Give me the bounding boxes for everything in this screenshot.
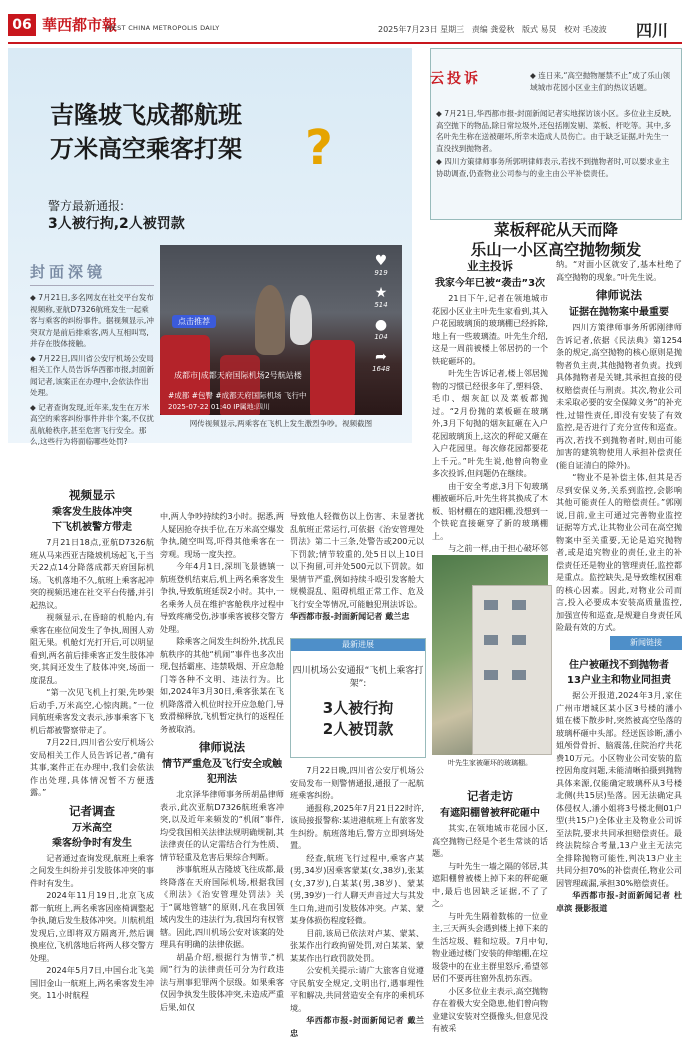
subhead-line: 住户被砸找不到抛物者 bbox=[569, 660, 669, 671]
paragraph: 通报称,2025年7月21日22时许,该局接报警称:某进港航班上有旅客发生纠纷。航班落地后,警方立即到场处置。 bbox=[290, 802, 424, 850]
recommend-tag[interactable]: 点击推荐 bbox=[172, 315, 216, 328]
paragraph: 今年4月1日,深圳飞景德镇一航班登机结束后,机上两名乘客发生争执,导致航班延误2小时。其中,一名乘务人员在维护客舱秩序过程中导致疼痛受伤,涉事乘客被移交警方处理。 bbox=[160, 561, 284, 634]
share-count: 1648 bbox=[372, 365, 390, 373]
paragraph: 除乘客之间发生纠纷外,扰乱民航秩序的其他“机闹”事件也多次出现,包括霸座、违禁吸烟、开应急舱门等各种不文明、违法行为。比如,2024年3月30日,乘客张某在飞机降落滑入机位时拉开应急舱门,导致滑梯释放,飞机暂定执行的返程任务被取消。 bbox=[160, 636, 284, 734]
latest-headline-line2: 3人被行拘 bbox=[322, 699, 394, 717]
cabin-photo bbox=[160, 245, 402, 415]
right-headline-line2: 乐山一小区高空抛物频发 bbox=[470, 240, 642, 259]
paragraph: 7月21日18点,亚航D7326航班从马来西亚吉隆坡机场起飞,于当天22点14分降落成都天府国际机场。飞机落地不久,航班上乘客起冲突的视频迅速在社交平台传播,并引起热议。 bbox=[30, 537, 154, 610]
editor: 责编 龚爱秋 bbox=[471, 25, 515, 34]
paragraph: 涉事航班从吉隆坡飞往成都,最终降落在天府国际机场,根据我国《刑法》《治安管理处罚法》关于“属地管辖”的原则,凡在我国领域内发生的违法行为,我国均有权管辖。因此,四川机场公安对该案的处理具有明确的法律依据。 bbox=[160, 864, 284, 949]
subhead: 记者走访 bbox=[467, 789, 513, 803]
paragraph: 7月22日晚,四川省公安厅机场公安局发布一则警情通报,通报了一起航班乘客纠纷。 bbox=[290, 765, 424, 800]
subhead-line: 我家今年已被“袭击”3次 bbox=[434, 278, 546, 289]
police-result: 3人被行拘,2人被罚款 bbox=[48, 216, 185, 232]
like-icon[interactable]: ♥ 919 bbox=[374, 253, 388, 277]
paragraph: 北京泽华律师事务所胡晶律师表示,此次亚航D7326航班乘客冲突,以及近年来频发的“机闹”事件,均受我国相关法律法规明确规制,其法律责任的认定需结合行为性质、情节轻重及危害后果综合判断。 bbox=[160, 789, 284, 862]
subhead-line: 乘客发生肢体冲突 bbox=[52, 507, 132, 518]
paragraph: 纳。“对面小区就安了,基本杜绝了高空抛物的现象。”叶先生说。 bbox=[556, 259, 682, 282]
subhead-line: 乘客纷争时有发生 bbox=[52, 837, 132, 849]
brand-english: WEST CHINA METROPOLIS DAILY bbox=[106, 24, 220, 32]
paragraph: “第一次见飞机上打架,先吵架后动手,万米高空,心惊肉跳。”一位同航班乘客发文表示,涉事乘客下飞机后都被警察带走了。 bbox=[30, 687, 154, 735]
paragraph: 由于安全考虑,3月下旬玻璃棚被砸坏后,叶先生将其换成了木板、铝材棚在的遮阳棚,没想到一个铁砣直接砸穿了新的玻璃棚上。 bbox=[432, 480, 548, 541]
latest-headline-line3: 2人被罚款 bbox=[322, 720, 394, 738]
date: 2025年7月23日 星期三 bbox=[378, 25, 465, 34]
lead-headline bbox=[50, 98, 242, 166]
complaint-bullet-1 bbox=[530, 70, 676, 93]
paragraph: 四川方策律师事务所郭刚律师告诉记者,依据《民法典》第1254条的规定,高空抛物的核心原则是抛物者负主责,其他抛物者负责。找到具体抛物者是关键,其承担直接的侵权赔偿责任与刑责。其次,物业公司未采取必要的安全保障义务”的补充性,过错性责任,即没有安装了有效监控,是否进行了充分宣传和巡查。再次,若找不到抛物者时,则由可能加害的建筑物使用人承担补偿责任(能自证清白的除外)。 bbox=[556, 322, 682, 470]
section-label: 四川 bbox=[636, 21, 669, 40]
subhead: 业主投诉 bbox=[467, 259, 513, 273]
masthead bbox=[0, 0, 690, 44]
paragraph: 叶先生告诉记者,楼上邻居抛物的习惯已经很多年了,塑料袋、毛巾、烟灰缸以及菜板都抛过。“2月份抛的菜板砸在玻璃外,3月下旬抛的烟灰缸砸在入户花园玻璃顶上,这次的秤砣又砸在入户花园里。每次修花园都要花上千元。”叶先生说,他曾向物业多次投诉,但问题仍在继续。 bbox=[432, 368, 548, 478]
subhead: 律师说法 bbox=[596, 288, 642, 302]
latest-box bbox=[290, 638, 426, 758]
paragraph: 2024年5月7日,中国台北飞美国旧金山一航班上,两名乘客发生冲突。11小时航程 bbox=[30, 965, 154, 1000]
photo-caption: 网传视频显示,两乘客在飞机上发生激烈争吵。视频截图 bbox=[189, 419, 373, 428]
question-mark-icon: ? bbox=[305, 120, 333, 176]
right-column-a bbox=[432, 258, 548, 554]
design: 版式 易炅 bbox=[522, 25, 557, 34]
paragraph: 7月22日,四川省公安厅机场公安局相关工作人员告诉记者,“确有其事,案件正在办理中,我们会依法作出处理,具体情况暂不方便透露。” bbox=[30, 737, 154, 797]
byline: 华西都市报-封面新闻记者 戴兰忠 bbox=[290, 611, 410, 621]
subhead-line: 证据在抛物案中最重要 bbox=[569, 307, 669, 318]
favorite-count: 514 bbox=[374, 301, 388, 309]
paragraph: “物业不是补偿主体,但其是否尽到安保义务,关系到监控,会影响其他可能责任人的赔偿责任。”郭刚说,目前,业主可通过完善物业监控证据等方式,让其物业公司在高空抛物案中至关重要,无论是追究抛物者,或是追究物业的责任,业主的补偿责任还是物业的管理责任,监控都是重点。监控缺失,是导致维权困难的核心因素。因此,对物业公司而言,投入必要成本安装高质量监控,加强宣传和巡查,是规避自身责任风险最有效的方式。 bbox=[556, 472, 682, 632]
lead-headline-line1: 吉隆坡飞成都航班 bbox=[50, 100, 242, 129]
cover-bullet: ◆ 7月22日,四川省公安厅机场公安局相关工作人员告诉华西都市报,封面新闻记者,该案正在办理中,会依法作出处理。 bbox=[30, 353, 154, 397]
paragraph: 公安机关提示:请广大旅客自觉遵守民航安全规定,文明出行,遇事理性平和解决,共同营造安全有序的乘机环境。 bbox=[290, 965, 424, 1013]
byline: 华西都市报-封面新闻记者 戴兰忠 bbox=[290, 1015, 424, 1038]
paragraph: 经查,航班飞行过程中,乘客卢某(男,34岁)因乘客蒙某(女,38岁),张某(女,37岁),白某某(男,38岁)、蒙某(男,39岁)一行人聊天声音过大与其发生口角,进而引发肢体冲突。卢某、蒙某身体损伤程度轻微。 bbox=[290, 852, 424, 925]
paragraph: 2024年11月19日,北京飞成都一航班上,两名乘客因座椅调整起争执,随后发生肢体冲突。川航机组发现后,立即将双方隔离开,然后调换座位,飞机落地后将两人移交警方处理。 bbox=[30, 890, 154, 963]
column-2 bbox=[160, 510, 284, 1043]
news-link-label: 新闻链接 bbox=[610, 636, 682, 650]
header-meta bbox=[378, 24, 607, 35]
subhead: 记者调查 bbox=[69, 803, 115, 818]
like-count: 919 bbox=[374, 269, 388, 277]
header-rule bbox=[8, 42, 682, 44]
paragraph: 与叶先生隔着数栋的一位业主,三天两头会遇到楼上掉下来的生活垃圾、鞋和垃圾。7月中旬,物业通过楼门安装的伸缩棚,在垃圾袋中的在业主群里怒斥,希望邻居们不要再往窗外乱扔东西。 bbox=[432, 910, 548, 983]
paragraph: 胡晶介绍,根据行为情节,“机闹”行为的法律责任可分为行政违法与刑事犯罪两个层级。如果乘客仅因争执发生肢体冲突,未造成严重后果,如仅 bbox=[160, 951, 284, 1012]
latest-headline: 四川机场公安通报“飞机上乘客打架”: bbox=[292, 666, 424, 689]
paragraph: 据公开报道,2024年3月,家住广州市增城区某小区3号楼的潘小姐在楼下散步时,突然被高空坠落的玻璃杯砸中头部。经送医诊断,潘小姐颅骨骨折、脑震荡,住院治疗共花费10万元。小区物业公司安装的监控因角度问题,未能清晰拍摄到抛物具体来源,仅能确定玻璃杯从3号楼北侧(共15层)坠落。因无法确定具体侵权人,潘小姐将3号楼北侧01户型(共15户)全体业主及物业公司诉至法院,要求共同承担赔偿责任。最终法院综合考量,13户业主无法完全排除抛物可能性,判决13户业主共同分担70%的补偿责任,物业公司因管理疏漏,承担30%赔偿责任。 bbox=[556, 690, 682, 888]
share-icon[interactable]: ➦ 1648 bbox=[372, 349, 390, 373]
paragraph: 导致他人轻微伤以上伤害、未显著扰乱航班正常运行,可依据《治安管理处罚法》第二十三条,处警告或200元以下罚款;情节较重的,处5日以上10日以下拘留,可并处500元以下罚款。如果情节严重,例如持续斗殴引发客舱大规模混乱、阻碍机组正常工作、危及飞行安全等情况,可能触犯刑法诉讼。 bbox=[290, 511, 424, 609]
paragraph: 其实,在领地城市花园小区,高空抛物已经是个老生常谈的话题。 bbox=[432, 823, 548, 858]
paragraph: 视频显示,在昏暗的机舱内,有乘客在座位间发生了争执,周围人劝阻无果。机舱灯光打开后,可以明显看到,两名前后排乘客正发生肢体冲突,其间还发生了肢体冲突,场面一度混乱。 bbox=[30, 612, 154, 685]
photo2-caption: 叶先生家被砸坏的玻璃棚。 bbox=[448, 759, 532, 767]
right-headline bbox=[430, 220, 682, 260]
subhead-line: 13户业主和物业同担责 bbox=[567, 675, 671, 686]
police-notice bbox=[48, 197, 185, 233]
right-headline-line1: 菜板秤砣从天而降 bbox=[493, 220, 618, 239]
photo-location: 成都市|成都天府国际机场2号航站楼 bbox=[174, 371, 302, 380]
brand-logo: 華西都市報 bbox=[42, 16, 118, 34]
proof: 校对 毛凌波 bbox=[564, 25, 607, 34]
subhead: 视频显示 bbox=[69, 488, 115, 502]
cover-bullet: ◆ 7月21日,多名网友在社交平台发布视频称,亚航D7326航班发生一起乘客与乘客的纠纷事件。据视频显示,冲突双方是前后排乘客,两人互相叫骂,并存在肢体接触。 bbox=[30, 293, 154, 348]
photo-date: 2025-07-22 01:40 IP属地:四川 bbox=[168, 403, 270, 411]
paragraph: 记者通过查询发现,航班上乘客之间发生纠纷并引发肢体冲突的事件时有发生。 bbox=[30, 852, 154, 888]
cover-heading: 封面深镜 bbox=[30, 263, 107, 281]
paragraph: 中,两人争吵持续约3小时。据悉,两人疑因抢夺扶手位,在万米高空爆发争执,随空叫骂,吓得其他乘客在一旁观。现场一度失控。 bbox=[160, 511, 284, 559]
column-3-top bbox=[290, 510, 424, 636]
complaint-bullet: ◆ 7月21日,华西都市报-封面新闻记者实地探访该小区。多位业主反映,高空抛下的物品,除日常垃圾外,还包括刚发剔、菜板、杆吃等。其中,多名叶先生称在送被砸坏,所幸未造成人员伤亡。由于缺乏证据,叶先生一直没找到抛物者。 bbox=[436, 109, 672, 153]
complaint-bullet: ◆ 连日来,“高空抛物屡禁不止”成了乐山领域城市花园小区业主们的热议话题。 bbox=[530, 71, 671, 92]
latest-label: 最新进展 bbox=[291, 639, 425, 651]
paragraph: 21日下午,记者在领地城市花园小区业主叶先生家看到,其入户花园玻璃顶的玻璃棚已经拆除,地上有一些玻璃渣。叶先生介绍,这是一周前被楼上邻居扔的一个铁砣砸坏的。 bbox=[432, 293, 548, 366]
paragraph: 与之前一样,由于担心破坏邻 bbox=[448, 543, 548, 553]
subhead-line: 有遮阳棚曾被秤砣砸中 bbox=[440, 808, 540, 819]
complaint-bullet: ◆ 四川方策律师事务所郭明律师表示,若找不到抛物者时,可以要求业主协助调查,仍查物业公司参与的业主由公平补偿责任。 bbox=[436, 157, 670, 178]
subhead-line: 下飞机被警方带走 bbox=[52, 522, 132, 533]
paragraph: 目前,该局已依法对卢某、蒙某、张某作出行政拘留处罚,对白某某、蒙某某作出行政罚款处罚。 bbox=[290, 927, 424, 963]
subhead-line: 情节严重危及飞行安全或触犯刑法 bbox=[162, 759, 282, 785]
column-3-bottom bbox=[290, 764, 424, 1043]
cover-bullet: ◆ 记者查询发现,近年来,发生在万米高空的乘客纠纷事件并非个案,不仅扰乱航舱秩序,甚至危害飞行安全。那么,这些行为将面临哪些处罚? bbox=[30, 402, 154, 446]
photo-hashtags: #成都 #包臀 #成都天府国际机场 飞行中 bbox=[168, 391, 307, 400]
comment-icon[interactable]: ● 104 bbox=[374, 317, 388, 341]
cover-rule bbox=[30, 285, 154, 286]
right-column-a2 bbox=[432, 788, 548, 1043]
glass-canopy-photo bbox=[432, 555, 548, 755]
page-number: 06 bbox=[8, 14, 36, 36]
right-column-b bbox=[556, 258, 682, 634]
paragraph: 与叶先生一墙之隔的邻居,其遮阳棚曾被楼上掉下来的秤砣砸中,最后也因缺乏证据,不了了之。 bbox=[432, 860, 548, 908]
paragraph: 小区多位业主表示,高空抛物存在着极大安全隐患,他们曾向物业建议安装对空摄像头,但意见没有被采 bbox=[432, 985, 548, 1033]
complaint-bullets bbox=[436, 108, 676, 179]
subhead-line: 万米高空 bbox=[72, 822, 112, 834]
police-label: 警方最新通报: bbox=[48, 199, 125, 213]
byline: 华西都市报-封面新闻记者 杜卓滨 摄影报道 bbox=[556, 890, 682, 913]
right-column-b2 bbox=[556, 656, 682, 1043]
subhead: 律师说法 bbox=[199, 740, 245, 754]
comment-count: 104 bbox=[374, 333, 388, 341]
column-1 bbox=[30, 487, 154, 1043]
cover-bullets bbox=[30, 292, 154, 448]
complaint-label: 云投诉 bbox=[430, 71, 481, 87]
lead-headline-line2: 万米高空乘客打架 bbox=[50, 134, 242, 163]
favorite-icon[interactable]: ★ 514 bbox=[374, 285, 388, 309]
